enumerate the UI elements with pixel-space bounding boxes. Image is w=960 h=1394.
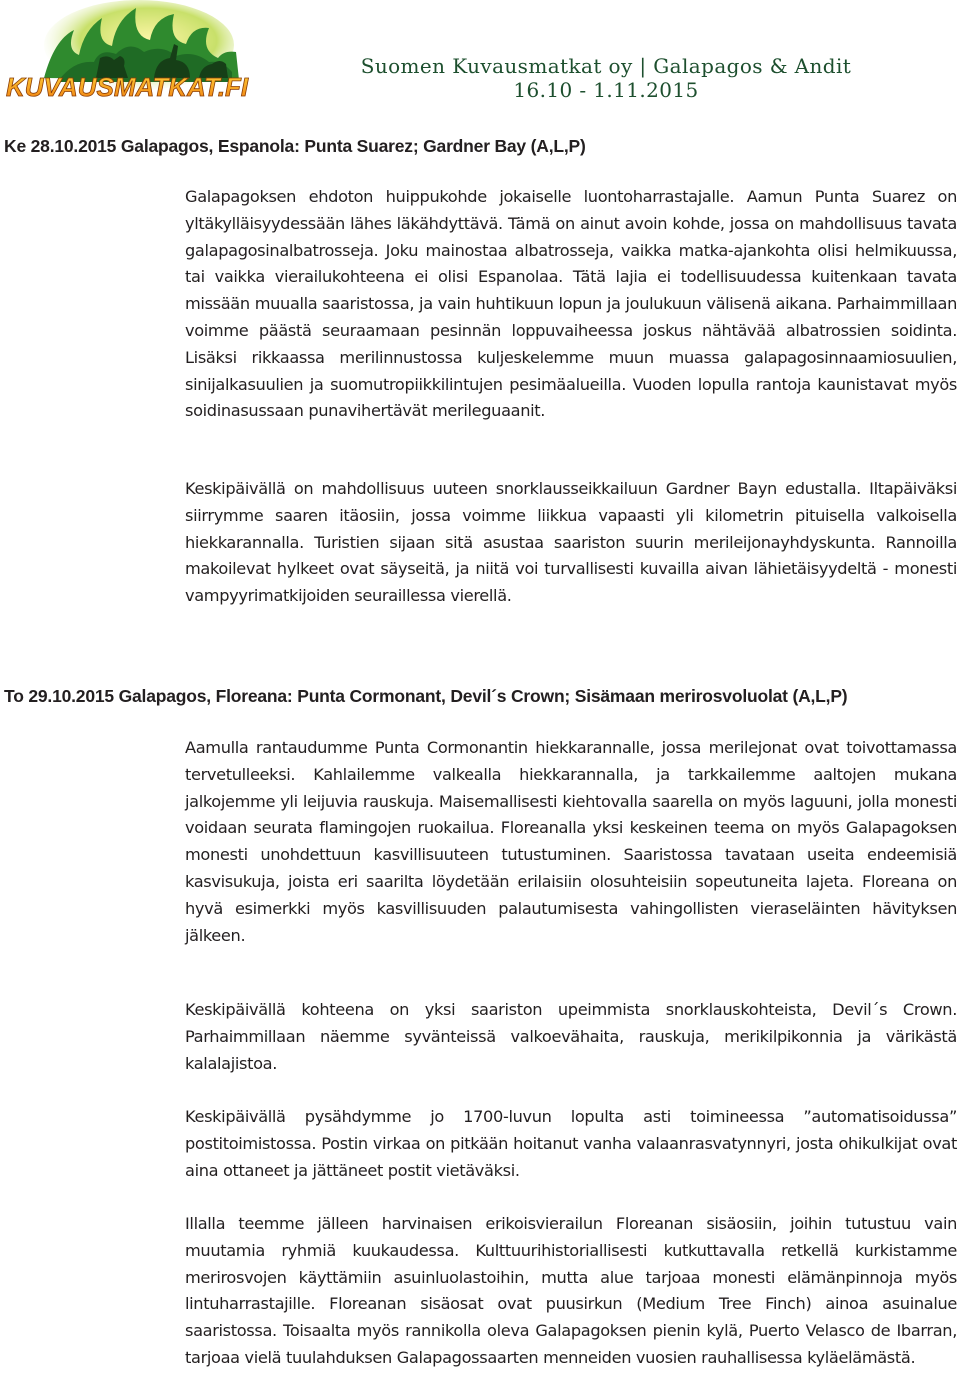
day2-paragraph-1: Aamulla rantaudumme Punta Cormonantin hiekkarannalle, jossa merilejonat ovat toivottamassa tervetulleeksi. Kahlailemme valkealla hiekkarannalla, ja tarkkailemme aaltojen mukana jalkojemme yli leijuvia rauskuja. Maisemallisesti kiehtovalla saarella on myös laguuni, jolla monesti voidaan seurata flamingojen ruokailua. Floreanalla yksi keskeinen teema on myös Galapagoksen monesti unohdettuun kasvillisuuteen tutustuminen. Saaristossa tavataan useita endeemisiä kasvisukuja, joista eri saarilta löydetään erilaisiin olosuhteisiin sopeutuneita lajeta. Floreana on hyvä esimerkki myös kasvillisuuden palautumisesta vahingollisten vieraseläinten hävityksen jälkeen. [185, 738, 957, 945]
day2-paragraph-2: Keskipäivällä kohteena on yksi saariston upeimmista snorklauskohteista, Devil´s Crown. Parhaimmillaan näemme syvänteissä valkoevähaita, rauskuja, merikilpikonnia ja värikästä kalalajistoa. [185, 1000, 957, 1073]
trip-dates: 16.10 - 1.11.2015 [513, 78, 699, 102]
day2-paragraph-3: Keskipäivällä pysähdymme jo 1700-luvun lopulta asti toimineessa ”automatisoidussa” postitoimistossa. Postin virkaa on pitkään hoitanut vanha valaanrasvatynnyri, josta ohikulkijat ovat aina ottaneet ja jättäneet postit vietäväksi. [185, 1107, 957, 1180]
logo-text: KUVAUSMATKAT.FI [6, 72, 249, 100]
day-heading-2: To 29.10.2015 Galapagos, Floreana: Punta Cormonant, Devil´s Crown; Sisämaan merirosvoluolat (A,L,P) [4, 686, 848, 706]
day2-paragraph-4: Illalla teemme jälleen harvinaisen erikoisvierailun Floreanan sisäosiin, joihin tutustuu vain muutamia ryhmiä kuukaudessa. Kulttuurihistoriallisesti kutkuttavalla retkellä kurkistamme merirosvojen käyttämiin asuinluolastoihin, mutta alue tarjoaa monesti elämänpinnoja myös lintuharrastajille. Floreanan sisäosat ovat puusirkun (Medium Tree Finch) ainoa asuinalue saaristossa. Toisaalta myös rannikolla oleva Galapagoksen pienin kylä, Puerto Velasco de Ibarran, tarjoaa vielä tuulahduksen Galapagossaarten menneiden vuosien rauhallisessa kyläelämästä. [185, 1214, 957, 1367]
company-header [336, 54, 876, 102]
day1-paragraph-2: Keskipäivällä on mahdollisuus uuteen snorklausseikkailuun Gardner Bayn edustalla. Iltapäiväksi siirrymme saaren itäosiin, jossa voimme liikkua vapaasti yli kilometrin pituisella valkoisella hiekkarannalla. Turistien sijaan sitä asustaa saariston suurin merileijonayhdyskunta. Rannoilla makoilevat hylkeet ovat säyseitä, ja niitä voi turvallisesti kuvailla aivan lähietäisyydeltä - monesti vampyyrimatkijoiden seuraillessa vierellä. [185, 479, 957, 606]
kuvausmatkat-logo [4, 0, 254, 100]
day1-paragraph-1: Galapagoksen ehdoton huippukohde jokaiselle luontoharrastajalle. Aamun Punta Suarez on yltäkylläisyydessään lähes läkähdyttävä. Tämä on ainut avoin kohde, jossa on mahdollisuus tavata galapagosinalbatrosseja. Joku mainostaa albatrosseja, vaikka matka-ajankohta olisi helmikuussa, tai vaikka vierailukohteena ei olisi Espanolaa. Tätä lajia ei todellisuudessa kuitenkaan tavata missään muualla saaristossa, ja vain huhtikuun lopun ja joulukuun välisenä aikana. Parhaimmillaan voimme päästä seuraamaan pesinnän loppuvaiheessa joskus nähtävää albatrossien soidinta. Lisäksi rikkaassa merilinnustossa kuljeskelemme muun muassa galapagosinnaamiosuulien, sinijalkasuulien ja suomutropiikkilintujen pesimäalueilla. Vuoden lopulla rantoja kaunistavat myös soidinasussaan punavihertävät merileguaanit. [185, 187, 957, 421]
day-heading-1: Ke 28.10.2015 Galapagos, Espanola: Punta Suarez; Gardner Bay (A,L,P) [4, 136, 586, 156]
company-line: Suomen Kuvausmatkat oy | Galapagos & Andit [360, 54, 852, 78]
